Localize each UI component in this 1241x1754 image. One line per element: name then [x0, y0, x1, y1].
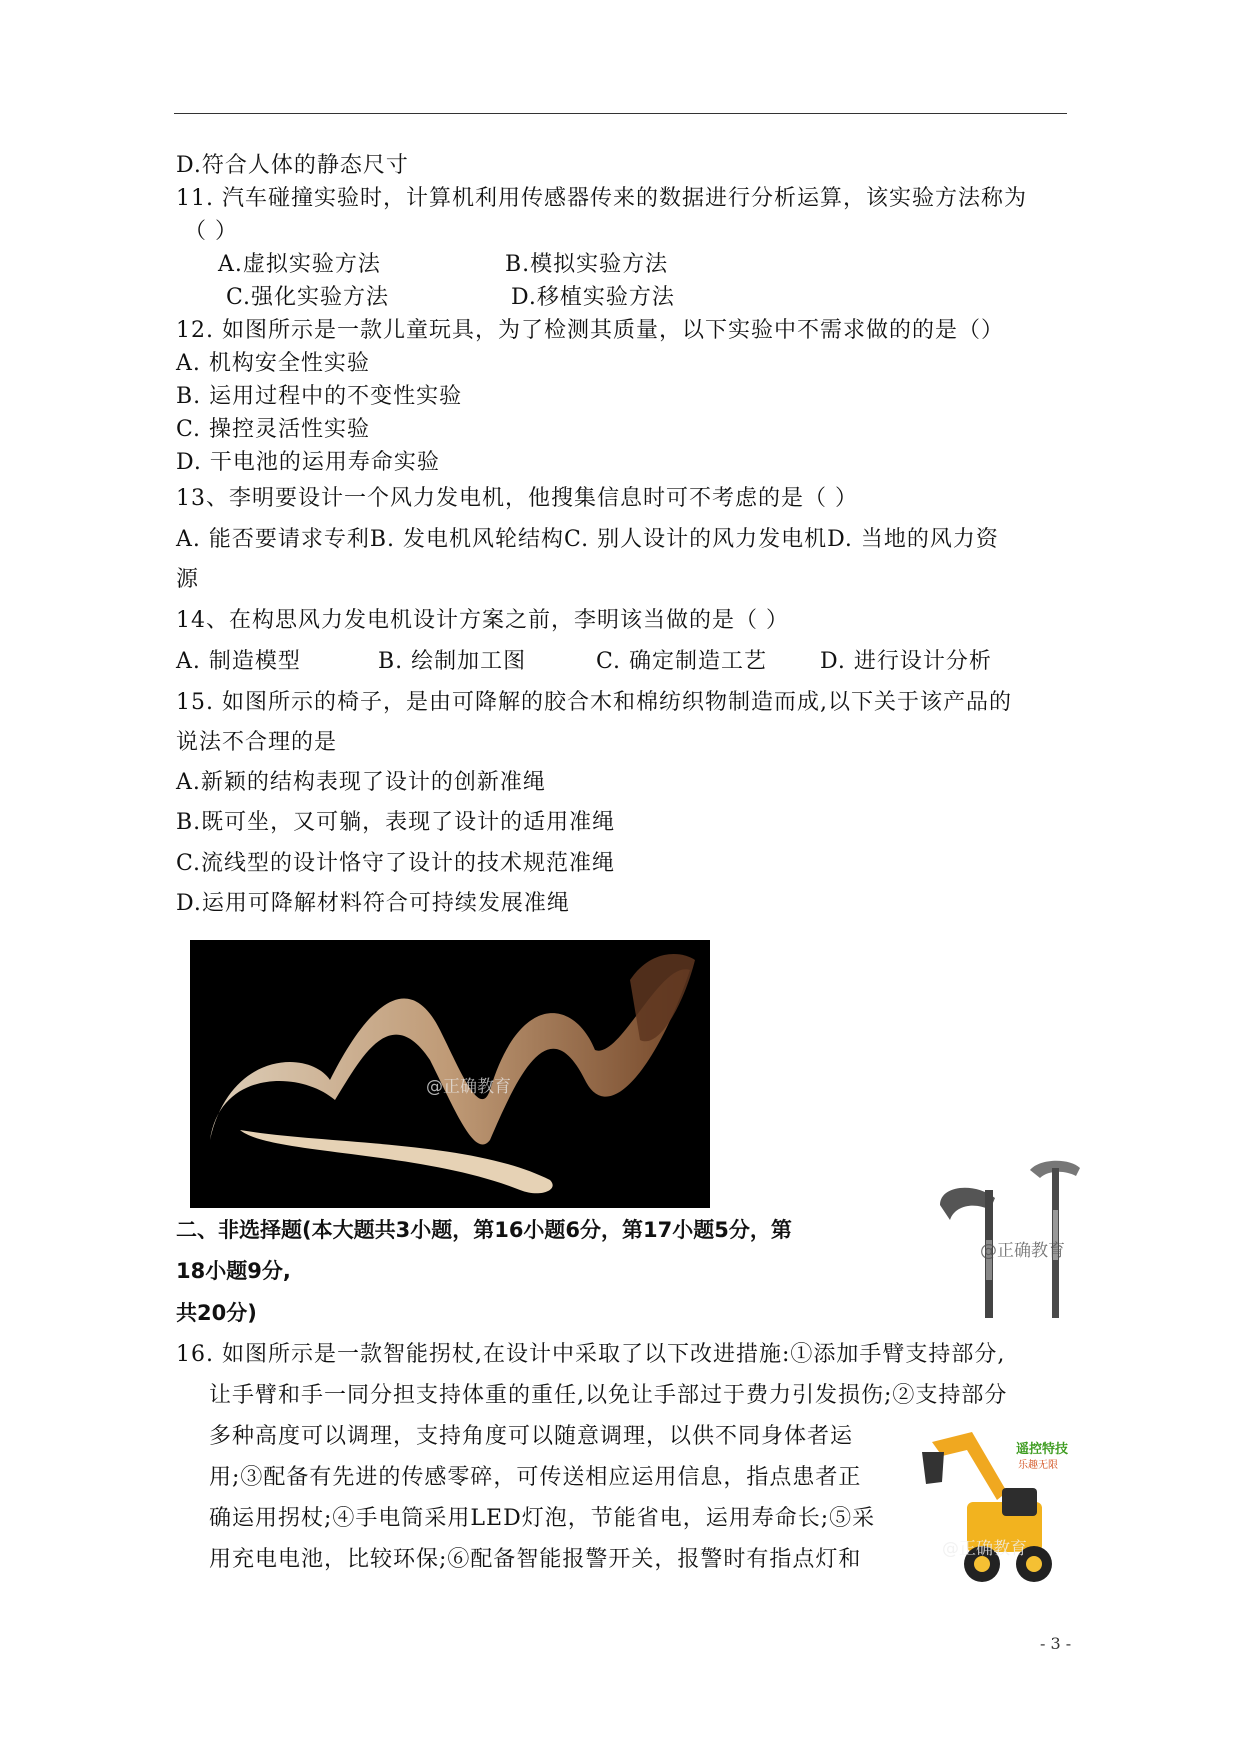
option-a: A. 机构安全性实验 — [176, 351, 370, 376]
question-15: 15. 如图所示的椅子，是由可降解的胶合木和棉纺织物制造而成,以下关于该产品的 — [176, 690, 1012, 715]
text-line: 源 — [176, 567, 200, 592]
option-b: B. 运用过程中的不变性实验 — [176, 384, 463, 409]
watermark: @正确教育 — [942, 1539, 1027, 1559]
option-a: A.虚拟实验方法 — [218, 252, 381, 277]
text-line: 用;③配备有先进的传感零碎，可传送相应运用信息，指点患者正 — [209, 1465, 862, 1490]
question-12: 12. 如图所示是一款儿童玩具，为了检测其质量，以下实验中不需求做的的是（） — [176, 318, 1004, 343]
option-b: B.既可坐，又可躺，表现了设计的适用准绳 — [176, 810, 616, 835]
text-line: 用充电电池，比较环保;⑥配备智能报警开关，报警时有指点灯和 — [209, 1547, 862, 1572]
option-c: C.流线型的设计恪守了设计的技术规范准绳 — [176, 851, 616, 876]
option-c: C. 操控灵活性实验 — [176, 417, 371, 442]
page-number: - 3 - — [1040, 1634, 1072, 1653]
question-14: 14、在构思风力发电机设计方案之前，李明该当做的是（ ） — [176, 608, 789, 633]
option-d: D.移植实验方法 — [511, 285, 675, 310]
header-rule — [174, 113, 1067, 114]
question-13-options: A. 能否要请求专利B. 发电机风轮结构C. 别人设计的风力发电机D. 当地的风力资 — [176, 527, 999, 552]
smart-crutch-image — [930, 1150, 1090, 1320]
question-13: 13、李明要设计一个风力发电机，他搜集信息时可不考虑的是（ ） — [176, 486, 858, 511]
option-c: C. 确定制造工艺 — [596, 649, 768, 674]
text-line: 确运用拐杖;④手电筒采用LED灯泡，节能省电，运用寿命长;⑤采 — [209, 1506, 876, 1531]
option-d: D. 进行设计分析 — [820, 649, 992, 674]
option-d: D.运用可降解材料符合可持续发展准绳 — [176, 891, 570, 916]
chair-image — [190, 940, 710, 1208]
option-b: B.模拟实验方法 — [505, 252, 669, 277]
option-a: A.新颖的结构表现了设计的创新准绳 — [176, 770, 546, 795]
section-heading: 18小题9分, — [176, 1259, 291, 1283]
toy-excavator-image — [912, 1422, 1072, 1592]
watermark: @正确教育 — [980, 1241, 1065, 1261]
text-line: （ ） — [184, 219, 238, 244]
text-line: 说法不合理的是 — [176, 730, 338, 755]
question-16: 16. 如图所示是一款智能拐杖,在设计中采取了以下改进措施:①添加手臂支持部分, — [176, 1342, 1006, 1367]
text-line: 多种高度可以调理，支持角度可以随意调理，以供不同身体者运 — [209, 1424, 854, 1449]
question-11: 11. 汽车碰撞实验时，计算机利用传感器传来的数据进行分析运算，该实验方法称为 — [176, 186, 1027, 211]
option-d: D. 干电池的运用寿命实验 — [176, 450, 440, 475]
option-a: A. 制造模型 — [176, 649, 301, 674]
section-heading: 共20分) — [176, 1301, 257, 1325]
section-heading: 二、非选择题(本大题共3小题，第16小题6分，第17小题5分，第 — [176, 1218, 792, 1242]
toy-label: 乐趣无限 — [1018, 1460, 1058, 1471]
option-b: B. 绘制加工图 — [378, 649, 527, 674]
toy-label: 遥控特技 — [1016, 1442, 1069, 1457]
option-c: C.强化实验方法 — [226, 285, 390, 310]
text-line: 让手臂和手一同分担支持体重的重任,以免让手部过于费力引发损伤;②支持部分 — [209, 1383, 1008, 1408]
crutch-illustration — [930, 1150, 1090, 1320]
text-line: D.符合人体的静态尺寸 — [176, 153, 409, 178]
watermark: @正确教育 — [426, 1077, 511, 1097]
